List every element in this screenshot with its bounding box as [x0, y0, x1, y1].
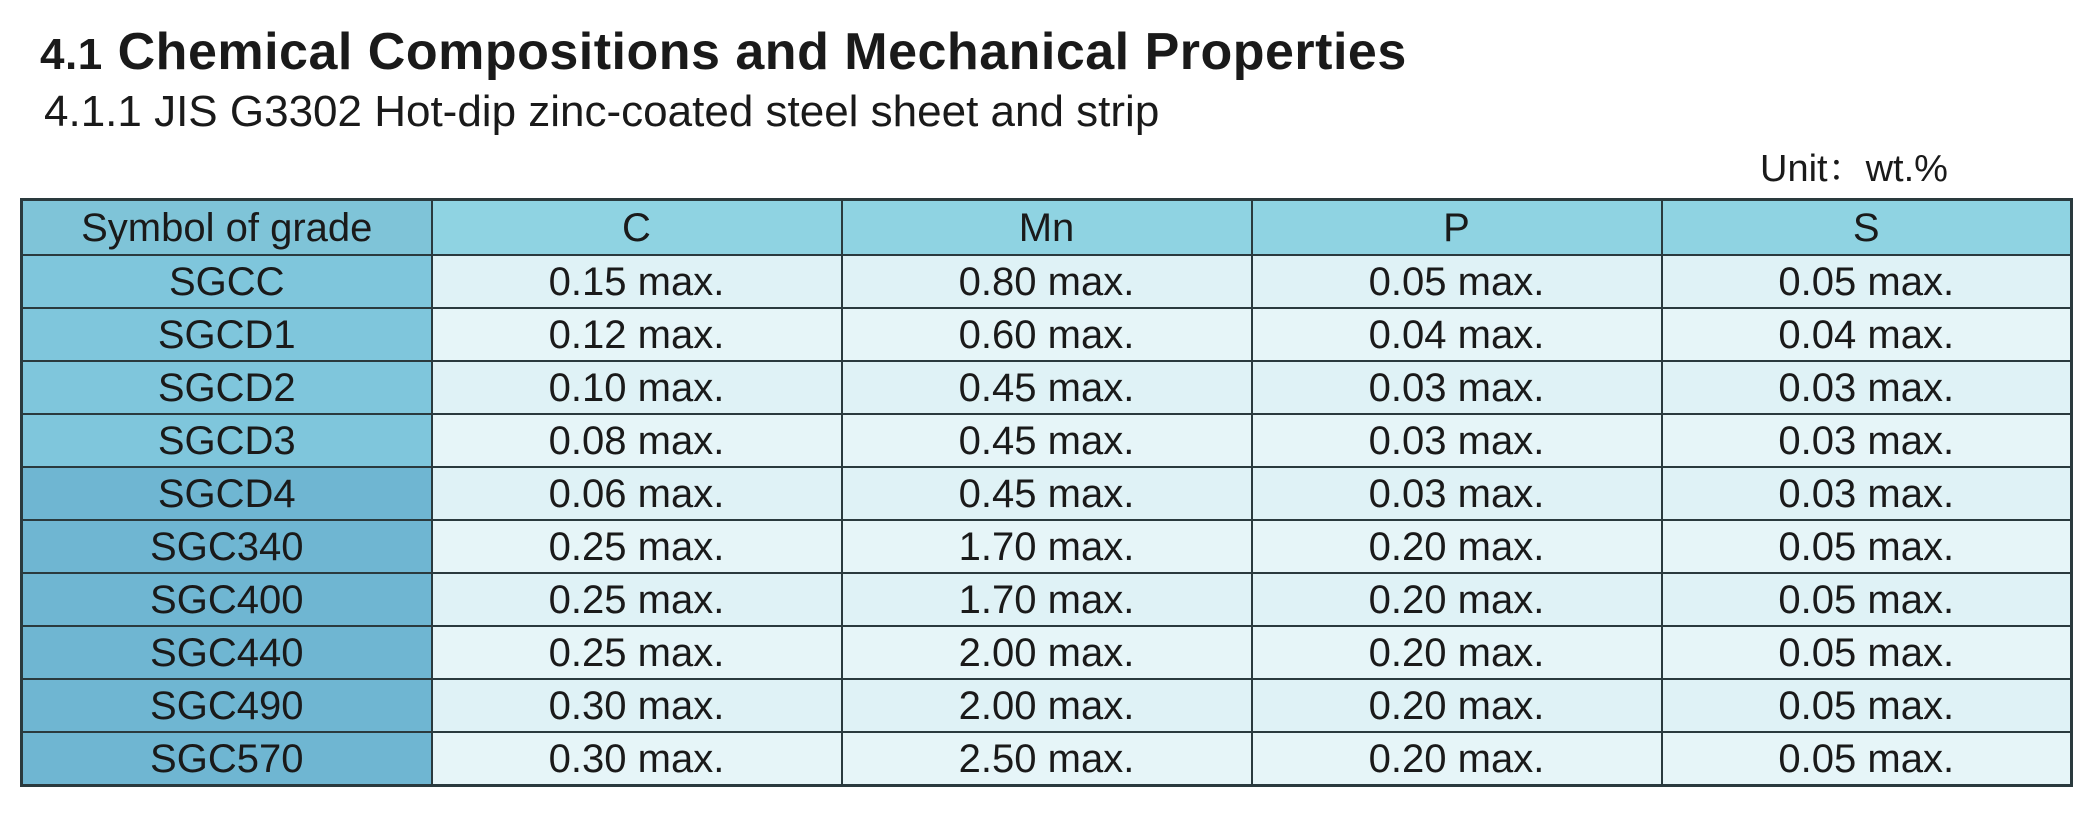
value-cell-mn: 2.00 max. — [842, 626, 1252, 679]
value-cell-mn: 0.80 max. — [842, 255, 1252, 308]
table-row — [22, 626, 2072, 679]
grade-symbol-cell: SGC490 — [22, 679, 432, 732]
unit-label: Unit：wt.% — [1760, 148, 1948, 190]
value-cell-s: 0.05 max. — [1662, 520, 2072, 573]
value-cell-p: 0.03 max. — [1252, 467, 1662, 520]
value-cell-c: 0.15 max. — [432, 255, 842, 308]
table-row — [22, 308, 2072, 361]
grade-symbol-cell: SGC570 — [22, 732, 432, 786]
grade-symbol-cell: SGC440 — [22, 626, 432, 679]
value-cell-p: 0.03 max. — [1252, 414, 1662, 467]
value-cell-c: 0.08 max. — [432, 414, 842, 467]
header-row — [22, 200, 2072, 256]
value-cell-mn: 1.70 max. — [842, 520, 1252, 573]
value-cell-s: 0.03 max. — [1662, 467, 2072, 520]
value-cell-c: 0.25 max. — [432, 573, 842, 626]
grade-symbol-cell: SGCD1 — [22, 308, 432, 361]
value-cell-p: 0.04 max. — [1252, 308, 1662, 361]
value-cell-s: 0.05 max. — [1662, 626, 2072, 679]
value-cell-mn: 2.00 max. — [842, 679, 1252, 732]
table-row — [22, 679, 2072, 732]
value-cell-s: 0.05 max. — [1662, 732, 2072, 786]
subsection-title: 4.1.1 JIS G3302 Hot-dip zinc-coated steel sheet and strip — [44, 87, 1160, 136]
section-number: 4.1 — [40, 30, 103, 79]
value-cell-s: 0.05 max. — [1662, 255, 2072, 308]
table-row — [22, 361, 2072, 414]
grade-symbol-cell: SGC340 — [22, 520, 432, 573]
grade-symbol-cell: SGCD2 — [22, 361, 432, 414]
value-cell-mn: 0.45 max. — [842, 414, 1252, 467]
table-row — [22, 573, 2072, 626]
table-header — [22, 200, 2072, 256]
value-cell-c: 0.25 max. — [432, 626, 842, 679]
value-cell-c: 0.30 max. — [432, 679, 842, 732]
value-cell-p: 0.03 max. — [1252, 361, 1662, 414]
table-row — [22, 414, 2072, 467]
table-row — [22, 255, 2072, 308]
value-cell-c: 0.12 max. — [432, 308, 842, 361]
value-cell-p: 0.20 max. — [1252, 679, 1662, 732]
value-cell-p: 0.20 max. — [1252, 573, 1662, 626]
table-row — [22, 467, 2072, 520]
value-cell-p: 0.20 max. — [1252, 520, 1662, 573]
value-cell-mn: 0.60 max. — [842, 308, 1252, 361]
header-c: C — [432, 200, 842, 256]
header-s: S — [1662, 200, 2072, 256]
header-p: P — [1252, 200, 1662, 256]
value-cell-c: 0.06 max. — [432, 467, 842, 520]
value-cell-s: 0.05 max. — [1662, 573, 2072, 626]
table-row — [22, 520, 2072, 573]
value-cell-s: 0.04 max. — [1662, 308, 2072, 361]
value-cell-s: 0.05 max. — [1662, 679, 2072, 732]
grade-symbol-cell: SGCD4 — [22, 467, 432, 520]
grade-symbol-cell: SGCC — [22, 255, 432, 308]
value-cell-mn: 2.50 max. — [842, 732, 1252, 786]
header-symbol-of-grade: Symbol of grade — [22, 200, 432, 256]
section-title-text: Chemical Compositions and Mechanical Properties — [117, 23, 1407, 81]
grade-symbol-cell: SGCD3 — [22, 414, 432, 467]
value-cell-c: 0.10 max. — [432, 361, 842, 414]
value-cell-s: 0.03 max. — [1662, 414, 2072, 467]
table-row — [22, 732, 2072, 786]
grade-symbol-cell: SGC400 — [22, 573, 432, 626]
value-cell-p: 0.05 max. — [1252, 255, 1662, 308]
value-cell-mn: 1.70 max. — [842, 573, 1252, 626]
value-cell-c: 0.25 max. — [432, 520, 842, 573]
chemical-composition-table — [20, 198, 2073, 787]
section-title — [40, 20, 1407, 87]
value-cell-mn: 0.45 max. — [842, 361, 1252, 414]
value-cell-p: 0.20 max. — [1252, 732, 1662, 786]
value-cell-p: 0.20 max. — [1252, 626, 1662, 679]
value-cell-s: 0.03 max. — [1662, 361, 2072, 414]
value-cell-c: 0.30 max. — [432, 732, 842, 786]
header-mn: Mn — [842, 200, 1252, 256]
value-cell-mn: 0.45 max. — [842, 467, 1252, 520]
table-body — [22, 255, 2072, 786]
